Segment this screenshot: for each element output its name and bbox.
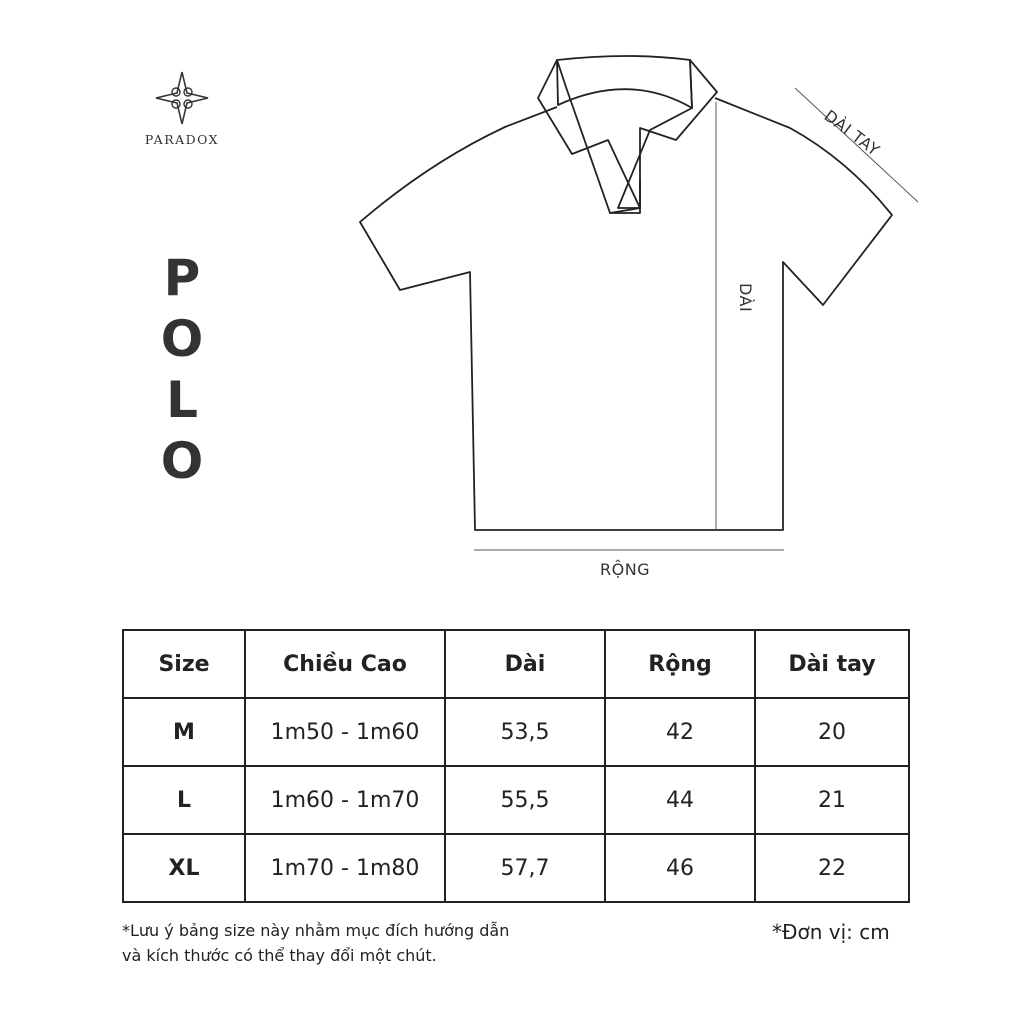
width-cell: 46	[605, 834, 755, 902]
length-cell: 53,5	[445, 698, 605, 766]
shirt-outline	[360, 56, 892, 530]
title-letter: L	[166, 371, 198, 429]
table-row	[123, 834, 909, 902]
length-cell: 55,5	[445, 766, 605, 834]
brand-logo	[140, 70, 224, 147]
unit-label: *Đơn vị: cm	[772, 920, 890, 944]
table-row	[123, 698, 909, 766]
size-cell: M	[123, 698, 245, 766]
size-table	[122, 629, 910, 903]
title-letter: P	[163, 249, 201, 307]
height-cell: 1m70 - 1m80	[245, 834, 445, 902]
sleeve-cell: 22	[755, 834, 909, 902]
header-height: Chiều Cao	[245, 630, 445, 698]
product-title	[150, 248, 214, 492]
table-row	[123, 766, 909, 834]
width-cell: 44	[605, 766, 755, 834]
title-letter: O	[160, 310, 204, 368]
size-cell: XL	[123, 834, 245, 902]
header-width: Rộng	[605, 630, 755, 698]
size-cell: L	[123, 766, 245, 834]
title-letter: O	[160, 432, 204, 490]
height-cell: 1m50 - 1m60	[245, 698, 445, 766]
width-cell: 42	[605, 698, 755, 766]
length-label: DÀI	[736, 283, 755, 313]
note-line: *Lưu ý bảng size này nhằm mục đích hướng dẫn	[122, 921, 510, 940]
note-line: và kích thước có thể thay đổi một chút.	[122, 946, 437, 965]
sleeve-length-label: DÀI TAY	[820, 106, 884, 160]
width-label: RỘNG	[600, 560, 651, 579]
height-cell: 1m60 - 1m70	[245, 766, 445, 834]
header-sleeve: Dài tay	[755, 630, 909, 698]
header-size: Size	[123, 630, 245, 698]
header-length: Dài	[445, 630, 605, 698]
sleeve-cell: 21	[755, 766, 909, 834]
sleeve-cell: 20	[755, 698, 909, 766]
table-header-row	[123, 630, 909, 698]
length-cell: 57,7	[445, 834, 605, 902]
size-note	[122, 918, 582, 968]
brand-name: PARADOX	[144, 132, 220, 147]
paradox-star-logo-icon	[154, 70, 210, 126]
